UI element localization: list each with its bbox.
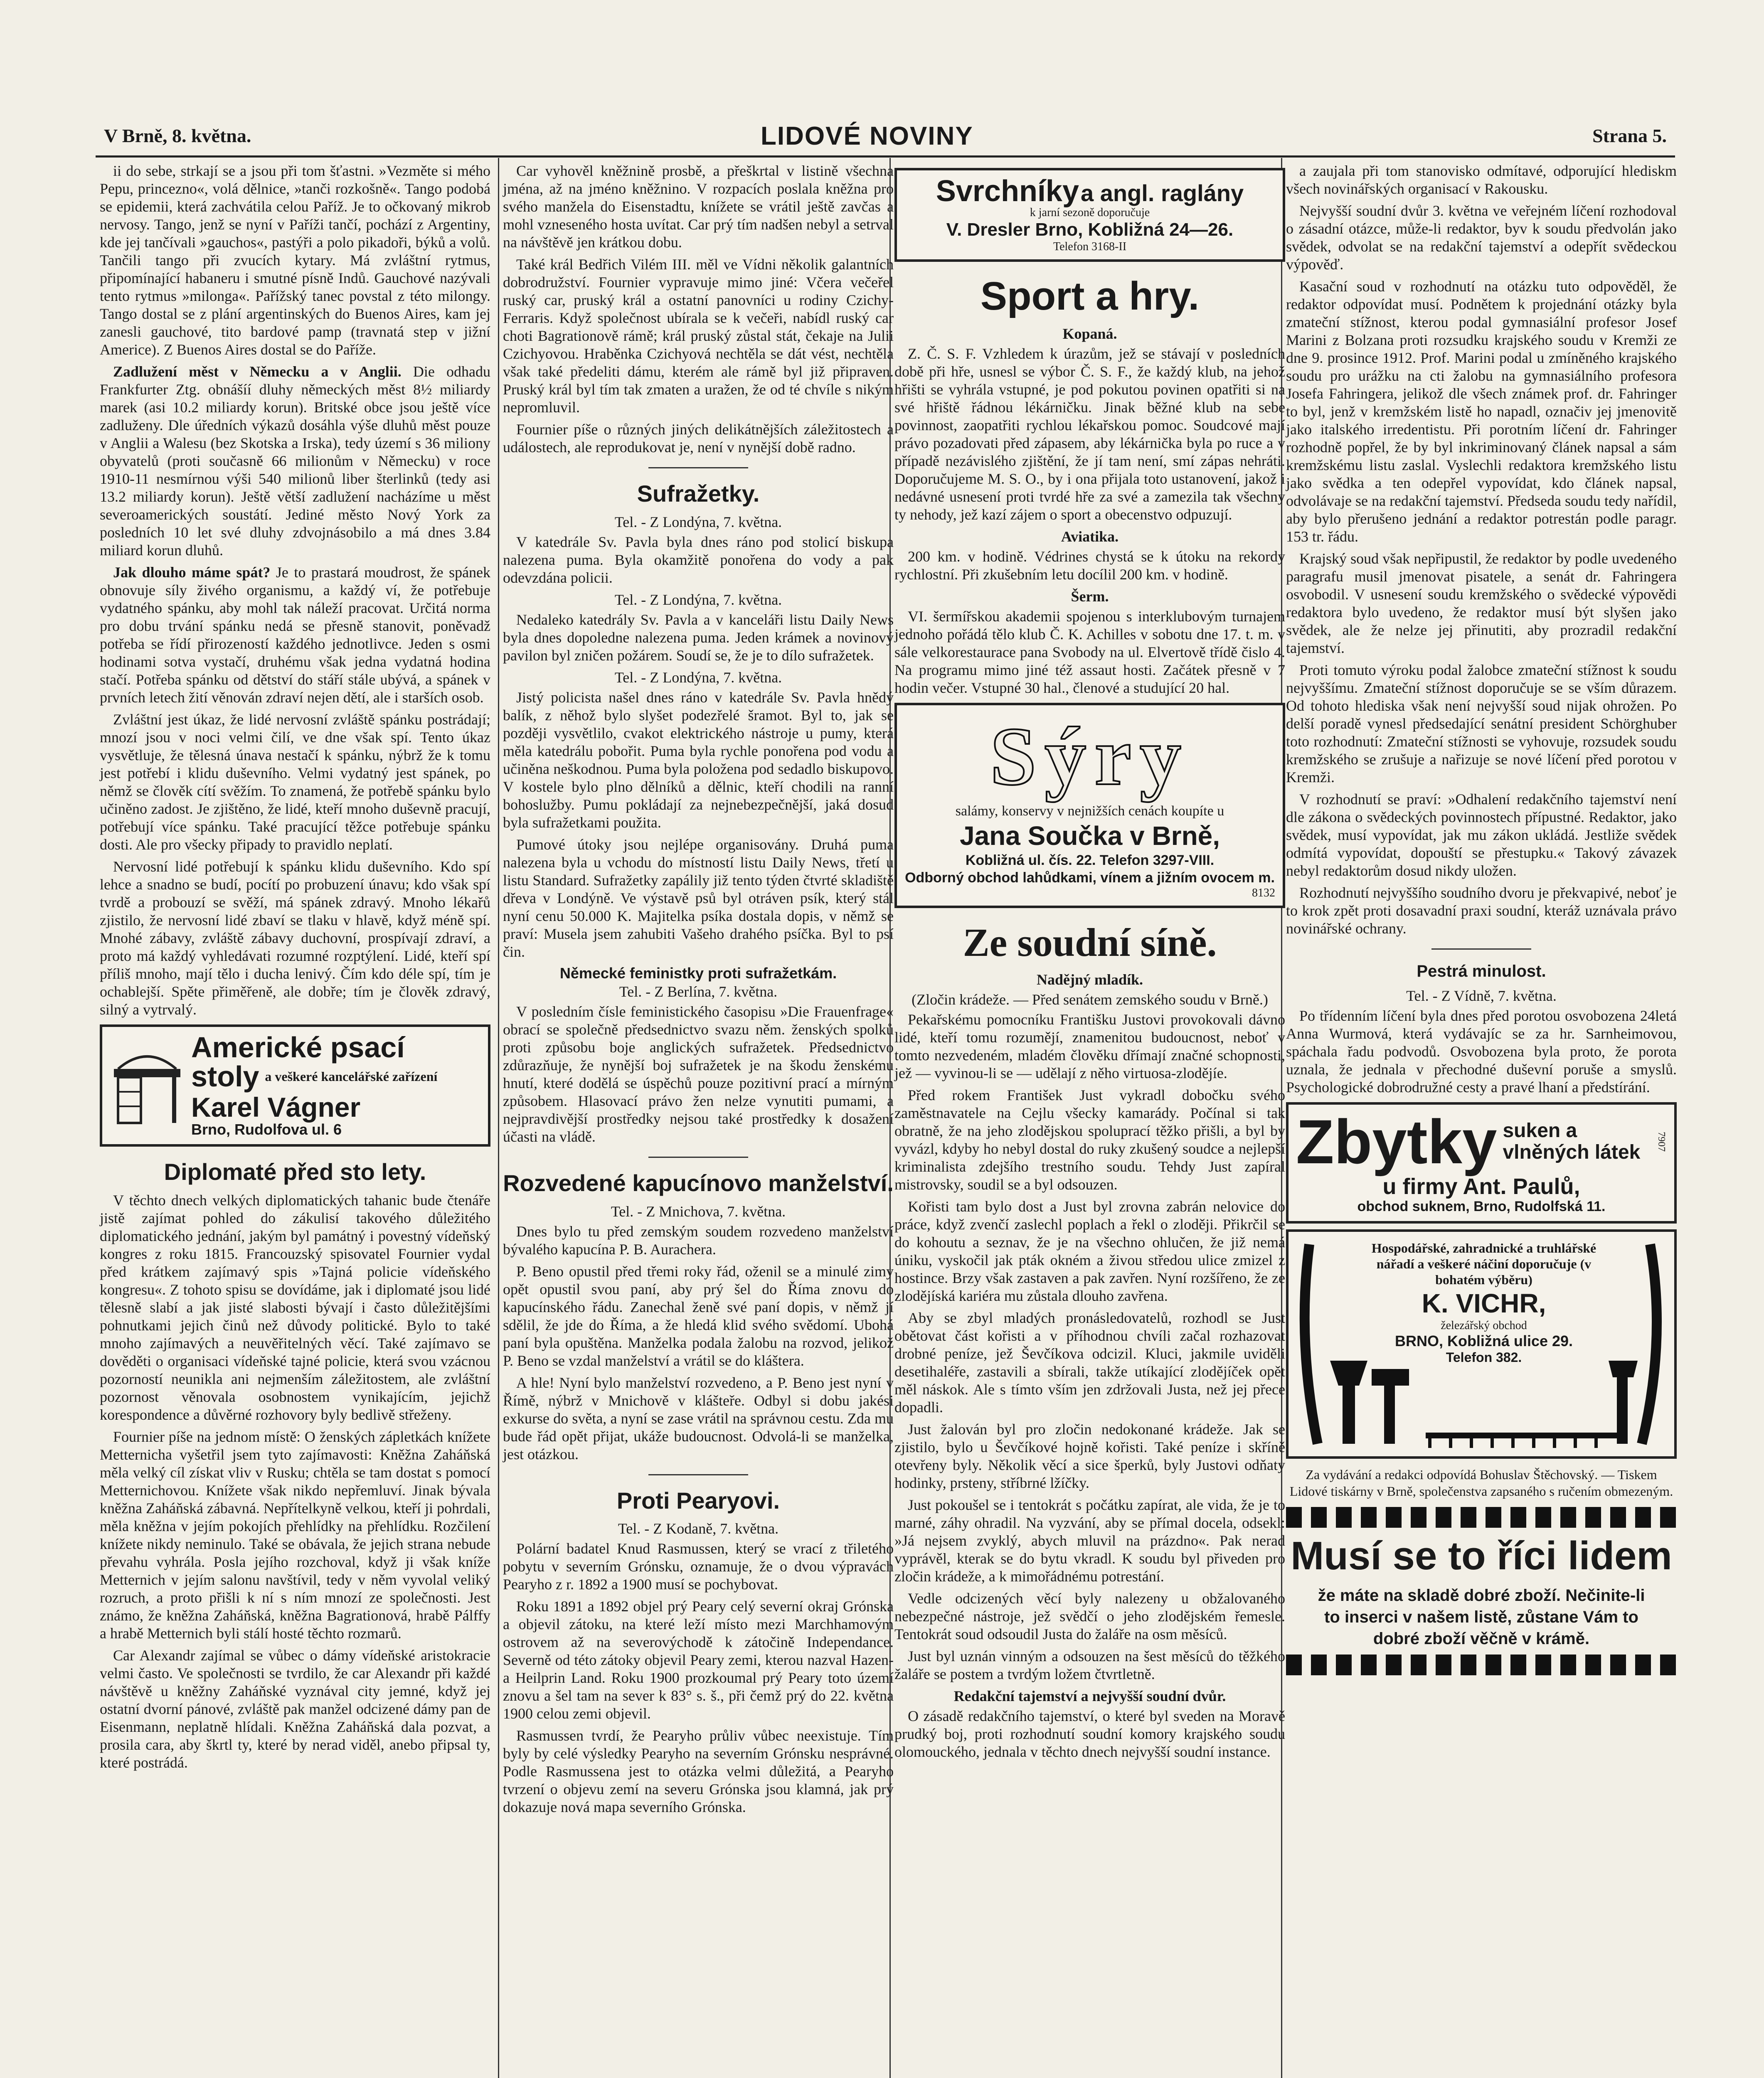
article-editorial-8: Rozhodnutí nejvyššího soudního dvoru je překvapivé, neboť je to krok zpět proti dosavadní praxi soudní, kteráž uznávala právo novinářské ochrany.: [1286, 884, 1677, 937]
court-note: (Zločin krádeže. — Před senátem zemského soudu v Brně.): [912, 991, 1268, 1008]
ad-paulu-firm: u firmy Ant. Paulů,: [1382, 1174, 1580, 1199]
subhead-aviation: Aviatika.: [1061, 528, 1119, 545]
ad-dresler-address: V. Dresler Brno, Kobližná 24—26.: [946, 219, 1234, 240]
article-suffragettes-1: V katedrále Sv. Pavla byla dnes ráno pod stolicí biskupa nalezena puma. Byla okamžitě ponořena do vody a pak odevzdána policii.: [503, 533, 894, 586]
article-tango-end: ii do sebe, strkají se a jsou při tom šťastni. »Vezměte si mého Pepu, princezno«, volá dělnice, »tanči rozkošně«. Tango podobá se epidemii, která zachvátila celou Paříž. Je to očkovaný mikrob nervosy. Tango, jenž se nyní v Paříži tančí, pochází z Argentiny, kde jej tančívali »gauchos«, pastýři a polo pikadoři, býků a volů. Tančili tango při zvucích kytary. Má zvláštní rytmus, připomínající habaneru i smutné písně Indů. Gauchové nazývali tento rytmus »milonga«. Pařížský tanec povstal z této milongy. Tango dostal se z plání argentinských do Buenos Aires, kam jej zanesli gauchové, tito bardové pamp (travnatá step v jižní Americe). Z Buenos Aires dostal se do Paříže.: [100, 162, 490, 358]
page-number: Strana 5.: [1592, 125, 1667, 146]
masthead-rule: [96, 155, 1675, 158]
article-aviation: 200 km. v hodině. Védrines chystá se k útoku na rekordy rychlostní. Při zkušebním letu docílil 200 km. v hodině.: [894, 548, 1285, 583]
article-court-7: Vedle odcizených věcí byly nalezeny u obžalovaného nebezpečné nástroje, jež svědčí o jeho zlodějském řemesle. Tentokrát soud odsoudil Justa do žaláře na osm měsíců.: [894, 1590, 1285, 1643]
dateline: Tel. - Z Kodaně, 7. května.: [618, 1520, 779, 1537]
article-peary-1: Polární badatel Knud Rasmussen, který se vrací z třiletého pobytu v severním Grónsku, oznamuje, že o dvou výpravách Pearyho z r. 1892 a 1900 musí se pochybovat.: [503, 1540, 894, 1593]
article-editorial-2: a zaujala při tom stanovisko odmítavé, odporující hlediskm všech novinářských organisací v Rakousku.: [1286, 162, 1677, 197]
article-editorial-3: Nejvyšší soudní dvůr 3. května ve veřejném líčení rozhodoval o zásadní otázce, může-li redaktor, byv k soudu předvolán jako svědek, odvolat se na redakční tajemství a odepřít svědeckou výpověď.: [1286, 202, 1677, 273]
article-diplomats-3: Car Alexandr zajímal se vůbec o dámy vídeňské aristokracie velmi často. Ve společnosti se tvrdilo, že car Alexandr při každé návštěvě u kněžny Zaháňské vyznával city jemné, když jej ostatní dvorní pánové, zvláště pak manžel odcizené dámy pan de Eisenmann, neplatně hlídali. Kněžna Zaháňská dala pozvat, a prosila cara, aby škrtl ty, které by nerad viděl, anebo připsal ty, které postrádá.: [100, 1647, 490, 1771]
article-suffragettes-2: Nedaleko katedrály Sv. Pavla a v kanceláři listu Daily News byla dnes dopoledne nalezena puma. Jeden krámek a novinový pavilon byl zničen požárem. Soudí se, že je to dílo sufražetek.: [503, 611, 894, 664]
ad-slogan: Musí se to říci lidem: [1291, 1534, 1672, 1578]
ad-soucek-number: 8132: [1252, 886, 1275, 899]
ad-vagner-name: Karel Vágner: [191, 1092, 361, 1123]
subhead-debts: Zadlužení měst v Německu a v Anglii.: [113, 363, 402, 380]
headline-capuchin: Rozvedené kapucínovo manželství.: [503, 1170, 894, 1197]
ad-paulu-number: 7907: [1656, 1132, 1667, 1152]
article-capuchin-2: P. Beno opustil před třemi roky řád, oženil se a minulé zimy opět opustil svou paní, aby prý šel do Říma znovu do kapucínského řádu. Zanechal ženě své paní dopis, v němž jí sdělil, že jde do Říma, a že hledá klid svého svědomí. Ubohá paní byla opuštěna. Manželka podala žalobu na rozvod, jelikož P. Beno se vzdal manželství a vrátil se do kláštera.: [503, 1263, 894, 1369]
article-court-5: Just žalován byl pro zločin nedokonané krádeže. Jak se zjistilo, bylo u Ševčíkové hojně kořisti. Také peníze i skříně otevřeny byly. Několik věcí a sice šperků, byly Justovi odňaty hodinky, prsteny, stříbrné lžíčky.: [894, 1421, 1285, 1492]
article-debts: Die odhadu Frankfurter Ztg. obnášíí dluhy německých měst 8½ miliardy marek (asi 10.2 miliardy korun). Britské obce jsou ještě více zadluženy. Dle úředních výkazů dosáhla výše dluhů měst pouze v Anglii a Walesu (bez Skotska a Irska), tedy území s 36 miliony obyvatelů (proti současně 66 milionům v Německu) v roce 1910-11 nesmírnou výši 540 milionů liber šterlinků (tedy asi 13.2 miliardy korun). Ještě větší zadlužení nacházíme u měst severoamerických soustátí. Jediné město Nový York za posledních 10 let své dluhy zdvojnásobilo a má dnes 3.84 miliard korun dluhů.: [100, 363, 491, 559]
ad-paulu-subtitle: suken a vlněných látek: [1503, 1120, 1641, 1163]
article-court-2: Před rokem František Just vykradl dobočku svého zaměstnavatele na Cejlu všecky kamarády. Počínal si tak obratně, že na jeho zlodějskou spoluprací těžko přišli, a byl by vyvázl, kdyby ho nebyl dostal do ruky zkušený soudce a nejlepší kriminalista zdejšího trestního soudu. Tehdy Just zapíral mistrovsky, soudil se a byl odsouzen.: [894, 1087, 1285, 1193]
headline-past: Pestrá minulost.: [1417, 962, 1546, 980]
article-suffragettes-4: Pumové útoky jsou nejlépe organisovány. Druhá puma nalezena byla u vchodu do místností listu Daily News, třetí u listu Standard. Sufražetky zapálily již tento týden čtvrté skladiště dřeva v Londýně. Ve výstavě psů byl otráven psík, který stál nyní cenu 50.000 K. Majitelka psíka dostala dopis, v němž se praví: Musela jsem zahubiti Vašeho drahého psíčka. Byl to psí čin.: [503, 836, 894, 960]
masthead-date: V Brně, 8. května.: [104, 125, 251, 146]
article-sleep-3: Nervosní lidé potřebují k spánku klidu duševního. Kdo spí lehce a snadno se budí, pocítí po probuzení únavu; kdo však spí tvrdě a probouzí se svěží, má spánek zdravý. Mnoho lékařů zjistilo, že nervosní lidé zbaví se tlaku v hlavě, když méně spí. Mnohé zábavy, zvláště zábavy duchovní, prospívají zdraví, a proto má každý vyhledávati rozumné rozptýlení. Lidé, kteří spí příliš mnoho, mají tělo i ducha lenivý. Čím kdo déle spí, tím je ochablejší. Spěte přiměřeně, ale dobře; tím je člověk zdravý, silný a vytrvalý.: [100, 858, 490, 1018]
subhead-football: Kopaná.: [1062, 325, 1117, 342]
dateline: Tel. - Z Londýna, 7. května.: [614, 669, 782, 686]
headline-diplomats: Diplomaté před sto lety.: [164, 1159, 426, 1185]
article-editorial-5: Krajský soud však nepřipustil, že redaktor by podle uvedeného paragrafu musil jmenovat pisatele, a senát dr. Fahringera osvobodil. V usnesení soudu kremžského o svědecké výpovědi redaktora bylo uvedeno, že redaktor musí být slyšen jako svědek, ale že nelze jej přinutiti, aby prozradil redakční tajemství.: [1286, 550, 1677, 656]
desk-icon: [110, 1044, 185, 1127]
article-football: Z. Č. S. F. Vzhledem k úrazům, jež se stávají v posledních době při hře, usnesl se výbor Č. S. F., že každý klub, na jehož hřišti se vyhrála vstupné, je pod pokutou povinen opatřiti si na své hřiště řádnou lékárničku. Jinak běžné klub na sebe povinnost, zaopatřiti rychlou lékařskou pomoc. Soudcové mají právo pozadovati před zápasem, aby lékárnička byla po ruce a v případě nezávislého zjištění, že jí tam není, smí zápas nehráti. Doporučujeme M. S. O., by i ona přijala toto ustanovení, jakož i nedávné usnesení proti tvrdé hře za své a zamezila tak všechny ty nehody, jež kazí zájem o sport a obecenstvo odpuzují.: [894, 345, 1285, 523]
ad-vichr: [1286, 1229, 1677, 1459]
ad-vichr-address: BRNO, Kobližná ulice 29.: [1394, 1332, 1573, 1349]
subhead-feminists: Německé feministky proti sufražetkám.: [559, 964, 837, 982]
headline-peary: Proti Pearyovi.: [616, 1487, 780, 1514]
article-editorial-4: Kasační soud v rozhodnutí na otázku tuto odpověděl, že redaktor odpovídat musí. Podnětem k projednání otázky byla zmateční stížnost, kterou podal gymnasiální profesor Josef Marini z Bolzana proti rozsudku krajského soudu v Kremži ze dne 9. prosince 1912. Prof. Marini podal u zmíněného krajského soudu pro urážku na cti žalobu na gymnasiálního profesora Josefa Fahringera, jelikož dle všech známek prof. dr. Fahringer to byl, jenž v kremžském listě ho napadl, označiv jej jmenovitě jako italského irredentistu. Při porotním líčení dr. Fahringer rozhodně popřel, že by byl inkriminovaný článek napsal a sám kremžskému listu zaslal. Vyslechli redaktora kremžského listu jako svědka a ten odepřel vypovídat, kdo článek napsal, odvolávaje se na redakční tajemství. Předseda soudu tedy nařídil, aby bylo přerušeno jednání a redaktor potrestán podle paragr. 153 tr. řádu.: [1286, 278, 1677, 545]
article-feminists: V posledním čísle feministického časopisu »Die Frauenfrage« obrací se společně předsednictvo svazu něm. ženských spolků proti způsobu boje anglických sufražetek. Předsednictvo zdůrazňuje, že nynější boj sufražetek je na škodu ženskému hnutí, které dodělá se úspěchů pouze pozitivní prací a mírným způsobem. Hlasovací právo žen nelze vynutiti pumami, a nejpravdivější prostředky nejsou také prostředky k dosažení účasti na vládě.: [503, 1003, 894, 1145]
ad-vichr-type: železářský obchod: [1441, 1319, 1527, 1332]
article-diplomats-4: Car vyhověl kněžnině prosbě, a přeškrtal v listině všechna jména, až na jméno kněžnino. V rozpacích poslala kněžna pro svého manžela do Eisenstadtu, knížete se vrátil ještě zavčas a mohl vzneseného hosta uvítat. Car prý tím nadšen nebyl a setrval na návštěvě jen krátkou dobu.: [503, 162, 894, 251]
dateline: Tel. - Z Vídně, 7. května.: [1406, 987, 1557, 1004]
ad-soucek: [894, 703, 1285, 908]
column-1: [100, 162, 490, 1776]
headline-suffragettes: Sufražetky.: [637, 480, 760, 507]
article-court-3: Kořisti tam bylo dost a Just byl zrovna zabrán nelovice do práce, když zvenčí zaslechl poplach a řekl o zloději. Přikrčil se do kohoutu a seznav, že je na všechno ohlučen, že již nemá úniku, vyskočil jak pták okném a živou středou ulice zmizel z hostince. Brzy však zastaven a pak zavřen. Nyní rozšířeno, že ze zlodějíská kariéra mu zůstala dlouho zavřena.: [894, 1198, 1285, 1305]
article-fencing: VI. šermířskou akademii spojenou s interklubovým turnajem jednoho pořádá tělo klub Č. K. Achilles v sobotu dne 17. t. m. v sále velkorestaurace pana Svobody na ul. Elvertově třídě čislo 4. Na programu mimo jiné též assaut hosti. Začátek přesně v 7 hodin večer. Vstupné 30 hal., členové a studující 20 hal.: [894, 608, 1285, 696]
imprint: Za vydávání a redakci odpovídá Bohuslav Štěchovský. — Tiskem Lidové tiskárny v Brně, společenstva zapsaného s ručením obmezeným.: [1289, 1467, 1673, 1499]
ad-dresler-subtitle: a angl. raglány: [1081, 180, 1244, 206]
article-diplomats-1: V těchto dnech velkých diplomatických tahanic bude čtenáře jistě zajímat pohled do zákulisí takového důležitého diplomatického jednání, jakým byl památný i povestný vídeňský kongres z roku 1815. Francouzský spisovatel Fournier vydal před krátkem zajímavý spis »Tajná policie vídeňského kongresu«. Z tohoto spisu se dovídáme, jak i diplomaté jsou lidé tělesně slabí a jak jisté slabosti bývají i často důležitějšími pohnutkami jejich činů než důvody politické. Bylo to také mnoho zajímavých a neuvěřitelných věcí. Také zajímavo se dověděti o organisaci vídeňské tajné policie, která svou vzácnou pozorností neunikla ani nejmenším záležitostem, ale zvláštní pozornost věnovala osobnostem vynikajícím, jejichž korespondence a důvěrné rozhovory byly bedlivě střeženy.: [100, 1192, 490, 1423]
article-diplomats-6: Fournier píše o různých jiných delikátnějších záležitostech a událostech, ale reprodukovat je, není v nynější době radno.: [503, 421, 894, 455]
ad-vagner: [100, 1024, 490, 1147]
dateline: Tel. - Z Berlína, 7. května.: [619, 983, 778, 1000]
article-court-4: Aby se zbyl mladých pronásledovatelů, rozhodl se Just obětovat část kořisti a v příhodnou chvíli začal rozhazovat drobné peníze, jež Ševčíkova odcizil. Kluci, jakmile uviděli desetihaléře, zastavili a sbírali, takže utíkající zlodějíček opět měl náskok. Ale s tímto vším jen zdržovali Justa, než jej přece dopadli.: [894, 1310, 1285, 1416]
article-court-6: Just pokoušel se i tentokrát s počátku zapírat, ale vida, že je to marné, záhy ohradil. Na vyzvání, aby se přímal docela, odsekl: »Já nejsem zvyklý, abych mluvil na prázdno«. Pak nerad vyprávěl, kterak se do bytu vkradl. K soudu byl přiveden pro zločin krádeže, a k mimořádnému potrestání.: [894, 1497, 1285, 1585]
ad-dresler: [894, 168, 1285, 262]
ad-vagner-address: Brno, Rudolfova ul. 6: [191, 1121, 342, 1138]
separator: [648, 467, 748, 468]
article-peary-2: Roku 1891 a 1892 objel prý Peary celý severní okraj Grónska a objevil zátoku, na které leží místo mezi Marchhamovým ostrovem až na severovýchodě k zátočině Independance. Severně od této zátoky objevil Peary zemi, kterou nazval Hazen- a Heilprin Land. Roku 1900 prozkoumal prý Peary toto území znovu a šel tam na sever k 83° s. š., při čemž prý do 22. května 1900 celou zemi objevil.: [503, 1598, 894, 1722]
ad-dresler-line: k jarní sezoně doporučuje: [1030, 206, 1150, 219]
article-diplomats-2: Fournier píše na jednom místě: O ženských zápletkách knížete Metternicha vyšetřil jsem tyto zajímavosti: Kněžna Zaháňská měla velký cíl získat vliv v Rusku; chtěla se tam dostat s pomocí Metternichovou. Knížete však nikdo nepřemluví. Jinak bývala kněžna Zaháňská zábavná. Nepřítelkyně velkou, kteří ji pohrdali, měla kněžna v jejím pokojích přehlídky na přehlídku. Rozčilení knížete nikdy neminulo. Také se obávala, že jejich strana nebude převahu vyhrála. Posla jejího rozchoval, když ji však kníže Metternich v jejím salonu navštívil, tedy v něm vyvolal veliký rozruch, a proto přišli k ní s ním mnozí ze společnosti. Jest známo, že kněžna Zaháňská, kněžna Bagrationová, hrabě Pálffy a hrabě Metternich byli stálí hosté těchto rozmarů.: [100, 1428, 490, 1642]
dateline: Tel. - Z Londýna, 7. května.: [614, 591, 782, 608]
ad-vagner-desc: a veškeré kancelářské zařízení: [265, 1069, 438, 1084]
masthead: [104, 122, 1667, 150]
dateline: Tel. - Z Londýna, 7. května.: [614, 513, 782, 530]
ad-vagner-title2: stoly: [191, 1060, 259, 1093]
article-court-8: Just byl uznán vinným a odsouzen na šest měsíců do těžkého žaláře se postem a tvrdým ložem čtvrtletně.: [894, 1648, 1285, 1683]
article-sleep-1: Je to prastará moudrost, že spánek obnovuje síly živého organismu, a každý ví, že potřebuje vydatného spánku, aby mohl tak náleží pracovat. Určitá norma pro dobu trvání spánku nedá se přesně stanovit, poněvadž potřeba se řídí přirozeností každého jednotlivce. Jeden s osmi hodinami sotva vystačí, druhému však jedna vydatná hodina stačí. Potřeba spánku od dětství do stáří stále ubývá, a spánek v prvních letech žití věnován zdraví nejen dětí, ale i starších osob.: [100, 564, 491, 706]
article-court-1: Pekařskému pomocníku Františku Justovi provokovali dávno lidé, kteří tomu rozumějí, znamenitou budoucnost, neboť v tomto nezvedeném, mladém člověku dřímají značné schopnosti, jež — vyvinou-li se — udělají z něho virtuosa-zlodějíe.: [894, 1011, 1285, 1082]
border-pattern-top: [1286, 1507, 1677, 1528]
article-editorial-6: Proti tomuto výroku podal žalobce zmateční stížnost k soudu nejvyššímu. Zmateční stížnost doporučuje se se vším důrazem. Od tohoto hlediska však není nejvyšší soud nijak ohrožen. Po delší poradě vynesl předsedající senátní president Schörghuber toto rozhodnutí: Zmateční stížnosti se vyhovuje, rozsudek soudu kremžského se zrušuje a nařizuje se nové líčení před porotou v Kremži.: [1286, 662, 1677, 785]
article-suffragettes-3: Jistý policista našel dnes ráno v katedrále Sv. Pavla hnědý balík, z něhož bylo slyšet podezřelé šramot. Byl to, jak se později vysvětlilo, cvakot elektrického nástroje u pumy, která měla katedrálu pobořit. Puma byla rychle ponořena pod vodu a učiněna neškodnou. Puma byla položena pod sedadlo biskupovo. V kostele bylo plno dělníků a dělnic, kteří chodili na ranní bohoslužby. Pumu pokládají za nejnebezpečnější, jaká dosud byla sufražetkami použita.: [503, 689, 894, 831]
newspaper-title: LIDOVÉ NOVINY: [761, 122, 973, 150]
article-past: Po třídenním líčení byla dnes před porotou osvobozena 24letá Anna Wurmová, která vydávajíc se za hr. Sarnheimovou, spáchala řadu podvodů. Osvobozena byla proto, že porota uznala, že jednala v přechodné duševní poruše a smyslů. Psychologické dobrodružné cesty a pravé lhaní a předstírání.: [1286, 1007, 1677, 1096]
article-editorial-7: V rozhodnutí se praví: »Odhalení redakčního tajemství není dle zákona o svědeckých povinnostech přípustné. Redaktor, jako svědek, musí vypovídat, jak mu zákon ukládá. Jestliže svědek odmítá vypovídat, dopouští se přestupku.« Takový závazek nebyl redaktorům dosud nikdy uložen.: [1286, 791, 1677, 879]
article-peary-3: Rasmussen tvrdí, že Pearyho průliv vůbec neexistuje. Tím byly by celé výsledky Pearyho na severním Grónsku nesprávné. Podle Rasmussena jest to otázka velmi důležitá, a Pearyho tvrzení o objevu zemí na severu Grónska jsou klamná, jak prý dokazuje nová mapa severního Grónska.: [503, 1727, 894, 1816]
ad-vichr-name: K. VICHR,: [1422, 1288, 1546, 1318]
ad-dresler-phone: Telefon 3168-II: [1053, 240, 1127, 253]
ad-soucek-title: Sýry: [990, 710, 1190, 803]
subhead-editorial-secret: Redakční tajemství a nejvyšší soudní dvůr.: [953, 1688, 1226, 1705]
ad-soucek-name: Jana Součka v Brně,: [959, 820, 1220, 851]
article-capuchin-3: A hle! Nyní bylo manželství rozvedeno, a P. Beno jest nyní v Římě, nýbrž v Mnichově v klášteře. Odbyl si dobu jakési exkurse do světa, a nyní se zase vrátil na správnou cestu. Zda mu bude řád opět přijat, ukáže budoucnost. Odvolá-li se manželka, jest otázkou.: [503, 1374, 894, 1462]
column-3: [894, 162, 1285, 1765]
ad-paulu: [1286, 1102, 1677, 1224]
border-pattern-bottom: [1286, 1655, 1677, 1675]
ad-vichr-desc: Hospodářské, zahradnické a truhlářské nářadí a veškeré náčiní doporučuje (v bohatém výběru): [1371, 1241, 1596, 1287]
ad-paulu-address: obchod suknem, Brno, Rudolfská 11.: [1357, 1199, 1606, 1214]
headline-sport: Sport a hry.: [980, 274, 1200, 318]
subhead-young-man: Nadějný mladík.: [1036, 971, 1143, 988]
headline-court: Ze soudní síně.: [963, 920, 1217, 965]
ad-vagner-title: Americké psací: [191, 1031, 405, 1064]
column-4: [1286, 162, 1677, 1680]
ad-soucek-line: salámy, konservy v nejnižších cenách koupíte u: [955, 803, 1224, 819]
ad-vichr-phone: Telefon 382.: [1446, 1350, 1522, 1365]
column-2: [503, 162, 894, 1820]
separator: [1431, 948, 1531, 950]
article-editorial-1: O zásadě redakčního tajemství, o které byl sveden na Moravě prudký boj, proti rozhodnutí soudní komory krajského soudu olomouckého, jednala v těchto dnech nejvyšší soudní instance.: [894, 1708, 1285, 1760]
article-sleep-2: Zvláštní jest úkaz, že lidé nervosní zvláště spánku postrádají; mnozí jsou v noci velmi čilí, ve dne však spí. Tento úkaz vysvětluje, že tělesná únava nestačí k spánku, nýbrž že k tomu jest potřebí i klidu duševního. Velmi vydatný jest spánek, po němž se člověk cítí svěžím. To znamená, že potřebě spánku bylo učiněno zadost. Je zjištěno, že lidé, kteří mnoho duševně pracují, potřebují více spánku. Také pracující těžce potřebuje spánku dosti. Ale pro všecky připady to pravidlo neplatí.: [100, 711, 490, 853]
dateline: Tel. - Z Mnichova, 7. května.: [611, 1203, 786, 1220]
subhead-sleep: Jak dlouho máme spát?: [113, 564, 271, 581]
article-capuchin-1: Dnes bylo tu před zemským soudem rozvedeno manželství bývalého kapucína P. B. Aurachera.: [503, 1223, 894, 1258]
ad-slogan-text: že máte na skladě dobré zboží. Nečinite-li to inserci v našem listě, zůstane Vám to dobré zboží věčně v krámě.: [1318, 1586, 1645, 1648]
ad-soucek-address: Kobližná ul. čís. 22. Telefon 3297-VIII.: [965, 852, 1215, 868]
column-rule-1: [498, 158, 499, 2078]
separator: [648, 1474, 748, 1475]
ad-dresler-title: Svrchníky: [936, 175, 1079, 208]
ad-soucek-desc: Odborný obchod lahůdkami, vínem a jižním ovocem m.: [905, 869, 1275, 886]
ad-paulu-title: Zbytky: [1296, 1107, 1497, 1177]
subhead-fencing: Šerm.: [1071, 588, 1109, 605]
article-diplomats-5: Také král Bedřich Vilém III. měl ve Vídni několik galantních dobrodružství. Fournier vypravuje mimo jiné: Včera večeřel ruský car, pruský král a ostatní panovníci u rodiny Czichy-Ferraris. Když společnost ubírala se k večeři, nabídl ruský car choti Bagrationově rámě; král pruský zůstal stát, čekaje na Julii Czichyovou. Hraběnka Czichyová nechtěla se dát vést, nechtěla však také předeliti dámu, kterém ale rámě byl již připraven. Pruský král byl tím tak zmaten a uražen, že od té chvíle s nikým nepromluvil.: [503, 256, 894, 416]
separator: [648, 1157, 748, 1158]
